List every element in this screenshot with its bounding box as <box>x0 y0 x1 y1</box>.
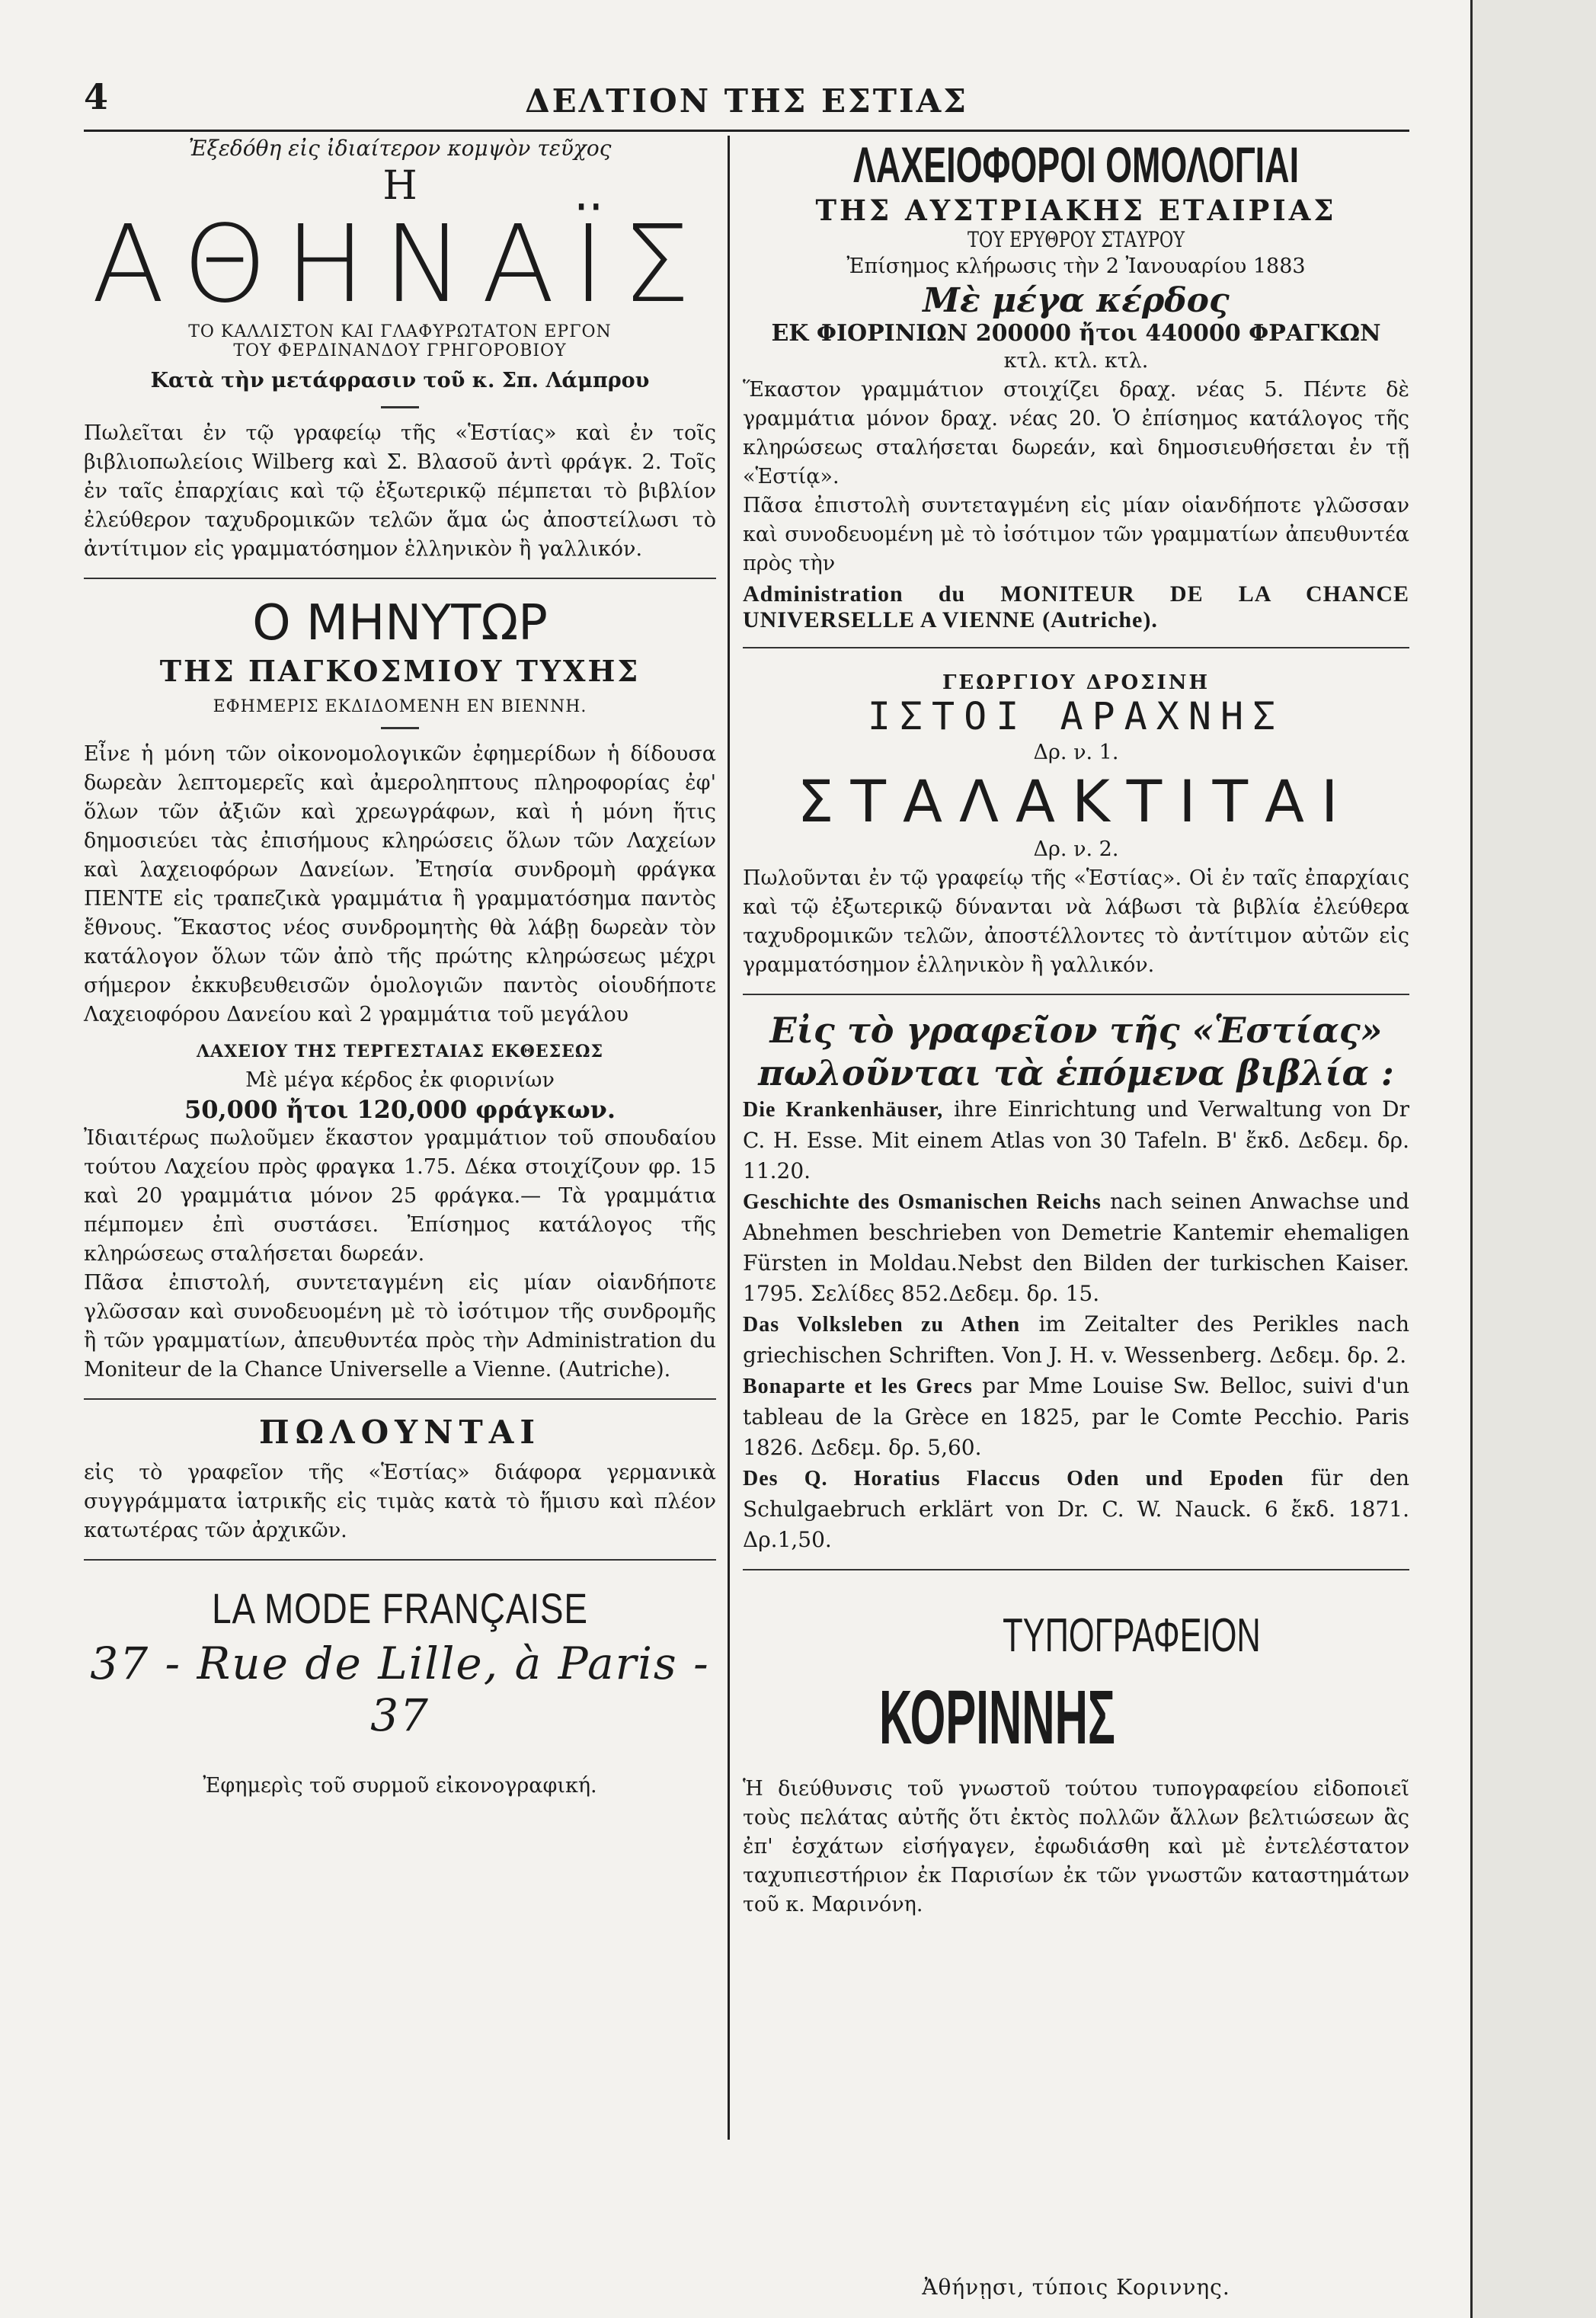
newspaper-title: ΔΕΛΤΙΟΝ ΤΗΣ ΕΣΤΙΑΣ <box>525 82 968 120</box>
athinais-intro: Ἐξεδόθη εἰς ἰδιαίτερον κομψὸν τεῦχος <box>188 136 612 161</box>
left-column <box>84 136 716 1801</box>
printer-imprint: Ἀθήνῃσι, τύποις Κοριννης. <box>922 2275 1230 2300</box>
lottery-amount: ΕΚ ΦΙΟΡΙΝΙΩΝ 200000 ἤτοι 440000 ΦΡΑΓΚΩΝ <box>771 320 1381 347</box>
minytor-body2: Ἰδιαιτέρως πωλοῦμεν ἕκαστον γραμμάτιον τοῦ σπουδαίου τούτου Λαχείου πρὸς φραγκα 1.75. Δέκα στοιχίζουν φρ. 15 καὶ 20 γραμμάτια μόνον 25 φράγκα.— Τὰ γραμμάτια πέμπομεν ἐπὶ συστάσει. Ἐπίσημος κατάλογος τῆς κληρώσεως σταλήσεται δωρεάν. <box>84 1126 716 1266</box>
lottery-title: ΛΑΧΕΙΟΦΟΡΟΙ ΟΜΟΛΟΓΙΑΙ <box>852 136 1300 193</box>
athinais-article: Η <box>382 163 417 209</box>
lottery-body: Ἕκαστον γραμμάτιον στοιχίζει δραχ. νέας 5. Πέντε δὲ γραμμάτια μόνον δραχ. νέας 20. Ὁ ἐπίσημος κατάλογος τῆς κληρώσεως σταλήσεται δωρεάν, καὶ δημοσιευθήσεται ἐν τῇ «Ἑστίᾳ». <box>743 378 1409 488</box>
column-divider <box>728 136 730 2140</box>
book-title: Die Krankenhäuser, <box>743 1098 944 1122</box>
polountai-body: εἰς τὸ γραφεῖον τῆς «Ἑστίας» διάφορα γερμανικὰ συγγράμματα ἰατρικῆς εἰς τιμὰς κατὰ τὸ ἥμισυ καὶ πλέον κατωτέρας τῶν ἀρχικῶν. <box>84 1461 716 1542</box>
book-desc: nach seinen Anwachse und Abnehmen beschrieben von Demetrie Kantemir ehemaligen Fürsten in Moldau.Nebst den Bilden der turkischen Kaiser. 1795. Σελίδες 852.Δεδεμ. δρ. 15. <box>743 1189 1409 1306</box>
book-item <box>743 1094 1409 1186</box>
typografeion-body: Ἡ διεύθυνσις τοῦ γνωστοῦ τούτου τυπογραφείου εἰδοποιεῖ τοὺς πελάτας αὐτῆς ὅτι ἐκτὸς πολλῶν ἄλλων βελτιώσεων ἃς ἐπ' ἐσχάτων εἰσήγαγεν, ἐφωδιάσθη καὶ μὲ ἐντελέστατον ταχυπιεστήριον ἐκ Παρισίων ἐκ τῶν γνωστῶν καταστημάτων τοῦ κ. Μαρινόνη. <box>743 1777 1409 1916</box>
adjacent-page-fragment <box>1473 0 1596 335</box>
short-rule <box>381 727 419 729</box>
lottery-etc: κτλ. κτλ. κτλ. <box>1003 349 1149 373</box>
book-item <box>743 1463 1409 1555</box>
lottery-trieste-profit: Μὲ μέγα κέρδος ἐκ φιορινίων <box>245 1068 555 1092</box>
book-item <box>743 1186 1409 1309</box>
lottery-draw: Ἐπίσημος κλήρωσις τὴν 2 Ἰανουαρίου 1883 <box>846 255 1306 278</box>
lottery-subtitle: ΤΗΣ ΑΥΣΤΡΙΑΚΗΣ ΕΤΑΙΡΙΑΣ <box>815 194 1337 227</box>
lottery-trieste-amounts: 50,000 ἤτοι 120,000 φράγκων. <box>184 1095 616 1124</box>
book-desc: ihre Einrichtung und Verwaltung von Dr C. H. Esse. Mit einem Atlas von 30 Tafeln. Β' ἔκδ. Δεδεμ. δρ. 11.20. <box>743 1097 1410 1183</box>
minytor-body3: Πᾶσα ἐπιστολή, συντεταγμένη εἰς μίαν οἱανδήποτε γλῶσσαν καὶ συνοδευομένη μὲ τὸ ἰσότιμον τῆς συνδρομῆς ἢ τῶν γραμματίων, ἀπευθυντέα πρὸς τὴν Administration du Moniteur de la Chance Universelle a Vienne. (Autriche). <box>84 1271 716 1382</box>
typografeion-heading <box>743 1601 1409 1775</box>
lottery-sub2: ΤΟΥ ΕΡΥΘΡΟΥ ΣΤΑΥΡΟΥ <box>967 227 1185 252</box>
minytor-title: Ο ΜΗΝΥΤΩΡ <box>252 595 548 652</box>
athinais-title: ΑΘΗΝΑΪΣ <box>91 203 708 327</box>
drosinis-book2: ΣΤΑΛΑΚΤΙΤΑΙ <box>797 767 1355 835</box>
adjacent-page-edge <box>1470 0 1596 2318</box>
book-title: Bonaparte et les Grecs <box>743 1375 973 1398</box>
book-desc: par Mme Louise Sw. Belloc, suivi d'un tableau de la Grèce en 1825, par le Comte Pecchio. Paris 1826. Δεδεμ. δρ. 5,60. <box>743 1373 1409 1460</box>
book-item <box>743 1371 1409 1463</box>
drosinis-body: Πωλοῦνται ἐν τῷ γραφείῳ τῆς «Ἑστίας». Οἱ ἐν ταῖς ἐπαρχίαις καὶ τῷ ἐξωτερικῷ δύνανται νὰ λάβωσι τὰ βιβλία ἐλεύθερα ταχυδρομικῶν τελῶν, ἀποστέλλοντες τὸ ἀντίτιμον αὐτῶν εἰς γραμματόσημον ἑλληνικὸν ἢ γαλλικόν. <box>743 866 1409 977</box>
drosinis-price2: Δρ. ν. 2. <box>1033 837 1119 861</box>
minytor-note: ΕΦΗΜΕΡΙΣ ΕΚΔΙΔΟΜΕΝΗ ΕΝ ΒΙΕΝΝΗ. <box>213 697 587 716</box>
book-title: Geschichte des Osmanischen Reichs <box>743 1190 1102 1214</box>
athinais-sub2: ΤΟΥ ΦΕΡΔΙΝΑΝΔΟΥ ΓΡΗΓΟΡΟΒΙΟΥ <box>233 341 567 360</box>
lottery-trieste-title: ΛΑΧΕΙΟΥ ΤΗΣ ΤΕΡΓΕΣΤΑΙΑΣ ΕΚΘΕΣΕΩΣ <box>196 1042 604 1061</box>
page-header <box>84 76 1409 132</box>
typografeion-title2: ΚΟΡΙΝΝΗΣ <box>879 1675 1116 1760</box>
athinais-body: Πωλεῖται ἐν τῷ γραφείῳ τῆς «Ἑστίας» καὶ ἐν τοῖς βιβλιοπωλείοις Wilberg καὶ Σ. Βλασοῦ ἀντὶ φράγκ. 2. Τοῖς ἐν ταῖς ἐπαρχίαις καὶ τῷ ἐξωτερικῷ πέμπεται τὸ βιβλίον ἐλεύθερον ταχυδρομικῶν τελῶν ἅμα ὡς ἀποστείλωσι τὸ ἀντίτιμον εἰς γραμματόσημον ἑλληνικὸν ἢ γαλλικόν. <box>84 421 716 561</box>
book-desc: für den Schulgaebruch erklärt von Dr. C. W. Nauck. 6 ἔκδ. 1871. Δρ.1,50. <box>743 1465 1409 1552</box>
mode-address: 37 - Rue de Lille, à Paris - 37 <box>90 1638 710 1741</box>
book-desc: im Zeitalter des Perikles nach griechischen Schriften. Von J. H. v. Wessenberg. Δεδεμ. δρ. 2. <box>743 1311 1409 1368</box>
right-column <box>743 136 1409 1919</box>
books-title: Εἰς τὸ γραφεῖον τῆς «Ἑστίας» πωλοῦνται τὰ ἑπόμενα βιβλία : <box>758 1010 1394 1093</box>
polountai-title: ΠΩΛΟΥΝΤΑΙ <box>258 1414 542 1451</box>
section-rule <box>84 1398 716 1400</box>
page-number: 4 <box>84 76 109 117</box>
lottery-admin: Administration du MONITEUR DE LA CHANCE UNIVERSELLE A VIENNE (Autriche). <box>743 581 1409 632</box>
section-rule <box>84 578 716 579</box>
book-item <box>743 1309 1409 1371</box>
minytor-body: Εἶνε ἡ μόνη τῶν οἰκονομολογικῶν ἐφημερίδων ἡ δίδουσα δωρεὰν λεπτομερεῖς καὶ ἀμεροληπτους πληροφορίας ἐφ' ὅλων τῶν ἀξιῶν καὶ χρεωγράφων, καὶ ἡ μόνη ἥτις δημοσιεύει τὰς ἐπισήμους κληρώσεις ὅλων τῶν Λαχείων καὶ λαχειοφόρων Δανείων. Ἐτησία συνδρομὴ φράγκα ΠΕΝΤΕ εἰς τραπεζικὰ γραμμάτια ἢ γραμματόσημα παντὸς ἔθνους. Ἕκαστος νέος συνδρομητὴς θὰ λάβῃ δωρεὰν τὸν κατάλογον ὅλων τῶν ἀπὸ τῆς πρώτης κληρώσεως μέχρι σήμερον ἐκκυβευθεισῶν ὁμολογιῶν παντὸς οἱουδήποτε Λαχειοφόρου Δανείου καὶ 2 γραμμάτια τοῦ μεγάλου <box>84 742 716 1026</box>
section-rule <box>743 1569 1409 1570</box>
lottery-profit: Μὲ μέγα κέρδος <box>923 281 1230 320</box>
mode-title: LA MODE FRANÇAISE <box>212 1584 588 1632</box>
section-rule <box>743 647 1409 648</box>
drosinis-book1: ΙΣΤΟΙ ΑΡΑΧΝΗΣ <box>867 694 1285 738</box>
minytor-subtitle: ΤΗΣ ΠΑΓΚΟΣΜΙΟΥ ΤΥΧΗΣ <box>159 654 641 688</box>
drosinis-author: ΓΕΩΡΓΙΟΥ ΔΡΟΣΙΝΗ <box>942 671 1211 694</box>
athinais-sub1: ΤΟ ΚΑΛΛΙΣΤΟΝ ΚΑΙ ΓΛΑΦΥΡΩΤΑΤΟΝ ΕΡΓΟΝ <box>188 322 612 341</box>
short-rule <box>381 406 419 408</box>
book-title: Das Volksleben zu Athen <box>743 1313 1021 1337</box>
mode-note: Ἐφημερὶς τοῦ συρμοῦ εἰκονογραφική. <box>203 1774 597 1798</box>
drosinis-price1: Δρ. ν. 1. <box>1033 741 1119 764</box>
lottery-body2: Πᾶσα ἐπιστολὴ συντεταγμένη εἰς μίαν οἱανδήποτε γλῶσσαν καὶ συνοδευομένη μὲ τὸ ἰσότιμον τῶν γραμματίων ἀπευθυντέα πρὸς τὴν <box>743 494 1409 575</box>
typografeion-title1: ΤΥΠΟΓΡΑΦΕΙΟΝ <box>1002 1609 1261 1662</box>
section-rule <box>84 1559 716 1561</box>
section-rule <box>743 994 1409 995</box>
athinais-translation: Κατὰ τὴν μετάφρασιν τοῦ κ. Σπ. Λάμπρου <box>150 369 650 392</box>
book-title: Des Q. Horatius Flaccus Oden und Epoden <box>743 1467 1284 1490</box>
